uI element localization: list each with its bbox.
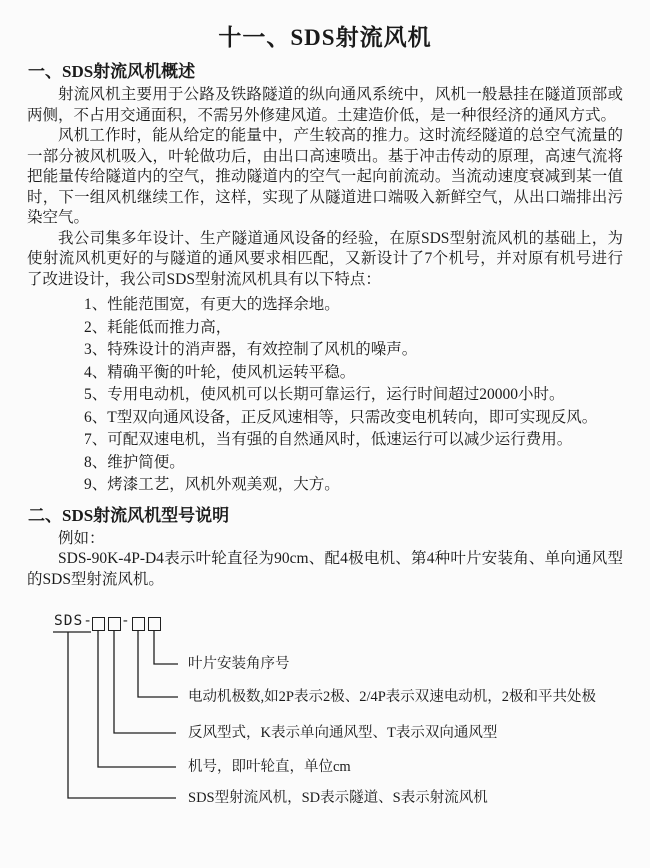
section-2-heading: 二、SDS射流风机型号说明 (28, 505, 230, 525)
feature-item-9: 9、烤漆工艺，风机外观美观，大方。 (84, 476, 340, 493)
section-1-paragraph-1: 射流风机主要用于公路及铁路隧道的纵向通风系统中，风机一般悬挂在隧道顶部或两侧，不占用交通面积，不需另外修建风道。土建造价低，是一种很经济的通风方式。 (27, 86, 623, 124)
section-1-paragraph-2: 风机工作时，能从给定的能量中，产生较高的推力。这时流经隧道的总空气流量的一部分被风机吸入，叶轮做功后，由出口高速喷出。基于冲击传动的原理，高速气流将把能量传给隧道内的空气，推动隧道内的空气一起向前流动。当流动速度衰减到某一值时，下一组风机继续工作，这样，实现了从隧道进口端吸入新鲜空气，从出口端排出污染空气。 (27, 127, 623, 226)
feature-item-4: 4、精确平衡的叶轮，使风机运转平稳。 (84, 363, 356, 381)
feature-item-2: 2、耗能低而推力高， (84, 318, 232, 336)
diagram-label-blade-angle: 叶片安装角序号 (188, 656, 290, 672)
model-code-prefix: SDS- (54, 613, 93, 629)
feature-item-5: 5、专用电动机，使风机可以长期可靠运行，运行时间超过20000小时。 (84, 386, 565, 403)
model-code-box-4 (148, 617, 161, 631)
feature-item-8: 8、维护简便。 (84, 453, 185, 471)
diagram-label-series-name: SDS型射流风机，SD表示隧道、S表示射流风机 (188, 790, 488, 806)
model-code-box-2 (108, 617, 121, 631)
example-paragraph: SDS-90K-4P-D4表示叶轮直径为90cm、配4极电机、第4种叶片安装角、单向通风型的SDS型射流风机。 (27, 550, 623, 588)
model-code-box-1 (92, 617, 105, 631)
section-1-paragraph-3: 我公司集多年设计、生产隧道通风设备的经验，在原SDS型射流风机的基础上，为使射流风机更好的与隧道的通风要求相匹配，又新设计了7个机号，并对原有机号进行了改进设计，我公司SDS型射流风机具有以下特点： (27, 229, 623, 288)
model-code-box-3 (132, 617, 145, 631)
feature-list (84, 294, 623, 497)
model-code-diagram (0, 612, 650, 824)
feature-item-3: 3、特殊设计的消声器，有效控制了风机的噪声。 (84, 341, 418, 358)
section-1-heading: 一、SDS射流风机概述 (28, 62, 196, 81)
feature-item-1: 1、性能范围宽，有更大的选择余地。 (84, 296, 340, 313)
diagram-label-motor-poles: 电动机极数,如2P表示2极、2/4P表示双速电动机，2极和平共处极 (188, 689, 597, 705)
page-title: 十一、SDS射流风机 (218, 25, 432, 50)
diagram-label-fan-size: 机号，即叶轮直，单位cm (188, 759, 351, 775)
feature-item-6: 6、T型双向通风设备，正反风速相等，只需改变电机转向，即可实现反风。 (84, 408, 598, 426)
diagram-label-reverse-type: 反风型式，K表示单向通风型、T表示双向通风型 (188, 725, 498, 741)
feature-item-7: 7、可配双速电机，当有强的自然通风时，低速运行可以减少运行费用。 (84, 431, 573, 448)
example-label: 例如： (58, 529, 105, 547)
model-code-separator: - (121, 613, 130, 629)
